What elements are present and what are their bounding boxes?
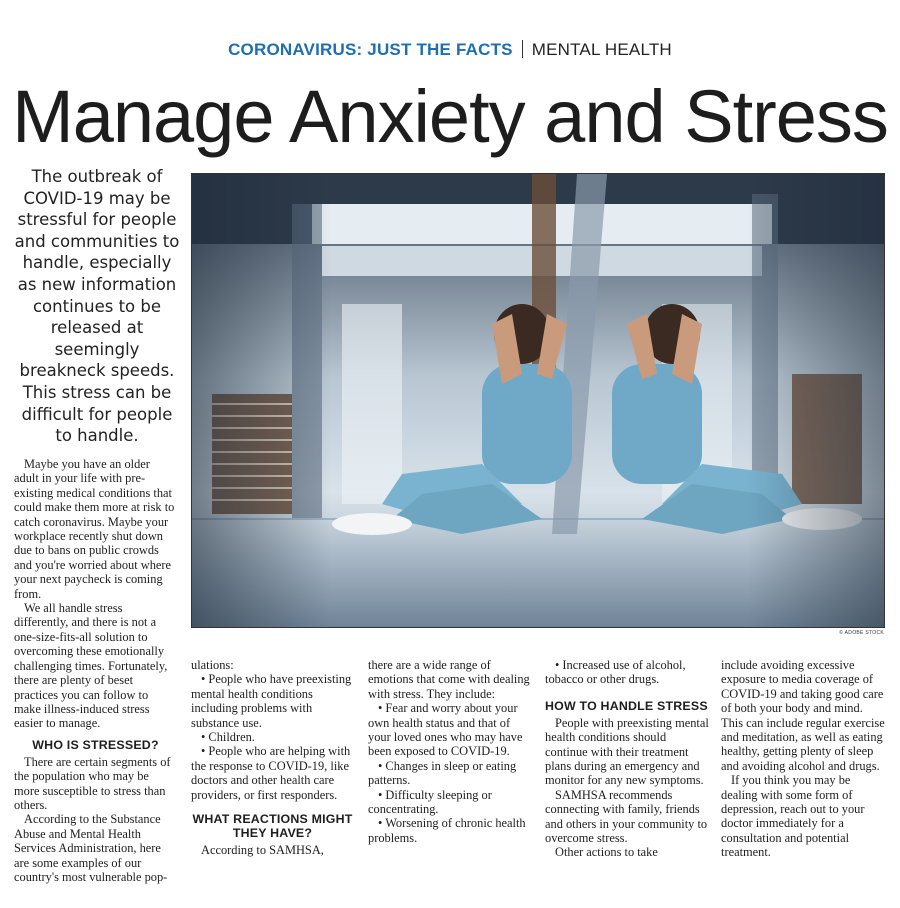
kicker-section: CORONAVIRUS: JUST THE FACTS: [228, 40, 513, 59]
subhead-how-to-handle-stress: HOW TO HANDLE STRESS: [545, 698, 708, 713]
kicker-divider: [522, 40, 523, 58]
subhead-what-reactions: WHAT REACTIONS MIGHT THEY HAVE?: [192, 812, 353, 841]
bullet-item: • Changes in sleep or eating patterns.: [368, 758, 517, 788]
section-kicker: [0, 40, 900, 60]
photo-credit: © ADOBE STOCK: [839, 630, 884, 636]
article-column-2: [191, 658, 354, 857]
bullet-item: • Worsening of chronic health problems.: [368, 816, 526, 845]
paragraph: Other actions to take: [555, 845, 658, 860]
bullet-item: • Children.: [201, 730, 255, 745]
bullet-item: • Difficulty sleeping or concentrating.: [368, 787, 492, 817]
headline: Manage Anxiety and Stress: [12, 75, 888, 158]
deck-text: The outbreak of COVID-19 may be stressful for people and communities to handle, especially as new information continues to be released at seemingly breakneck speeds. This stress can be difficult for people to handle.: [14, 167, 180, 446]
paragraph: include avoiding excessive exposure to media coverage of COVID-19 and taking good care of both your body and mind. This can include regular exercise and meditation, as well as eating healthy, getting plenty of sleep and avoiding alcohol and drugs.: [721, 658, 885, 773]
paragraph: There are certain segments of the population who may be more susceptible to stress than others.: [14, 754, 171, 812]
paragraph: there are a wide range of emotions that come with dealing with stress. They include:: [368, 658, 530, 701]
article-column-1: [14, 457, 177, 884]
paragraph: We all handle stress differently, and there is not a one-size-fits-all solution to overcoming these emotionally challenging times. Fortunately, there are plenty of beset practices you can follow to make illness-induced stress easier to manage.: [14, 601, 168, 731]
paragraph: Maybe you have an older adult in your life with pre-existing medical conditions that could make them more at risk to catch coronavirus. Maybe your workplace recently shut down due to bans on public crowds and you're worried about where your next paycheck is coming from.: [14, 457, 175, 601]
paragraph: SAMHSA recommends connecting with family, friends and others in your community to overcome stress.: [545, 787, 708, 846]
bullet-item: • People who are helping with the response to COVID-19, like doctors and other health care providers, or first responders.: [191, 744, 351, 802]
bullet-item: • People who have preexisting mental health conditions including problems with substance use.: [191, 672, 352, 730]
paragraph: According to SAMHSA,: [201, 843, 324, 858]
article-column-5: [721, 658, 887, 860]
paragraph: According to the Substance Abuse and Mental Health Services Administration, here are some examples of our country's most vulnerable pop-: [14, 812, 168, 884]
bullet-item: • Fear and worry about your own health status and that of your loved ones who may have been exposed to COVID-19.: [368, 701, 523, 759]
article-column-3: [368, 658, 533, 845]
bullet-item: • Increased use of alcohol, tobacco or other drugs.: [545, 658, 686, 687]
article-column-4: [545, 658, 710, 860]
photo-illustration: [192, 174, 885, 628]
hero-photo: [191, 173, 885, 628]
paragraph: ulations:: [191, 658, 234, 672]
paragraph: If you think you may be dealing with some form of depression, reach out to your doctor immediately for a consultation and potential treatment.: [721, 773, 865, 860]
paragraph: People with preexisting mental health conditions should continue with their treatment plans during an emergency and monitor for any new symptoms.: [545, 715, 709, 788]
kicker-topic: MENTAL HEALTH: [531, 40, 672, 59]
subhead-who-is-stressed: WHO IS STRESSED?: [32, 737, 159, 752]
